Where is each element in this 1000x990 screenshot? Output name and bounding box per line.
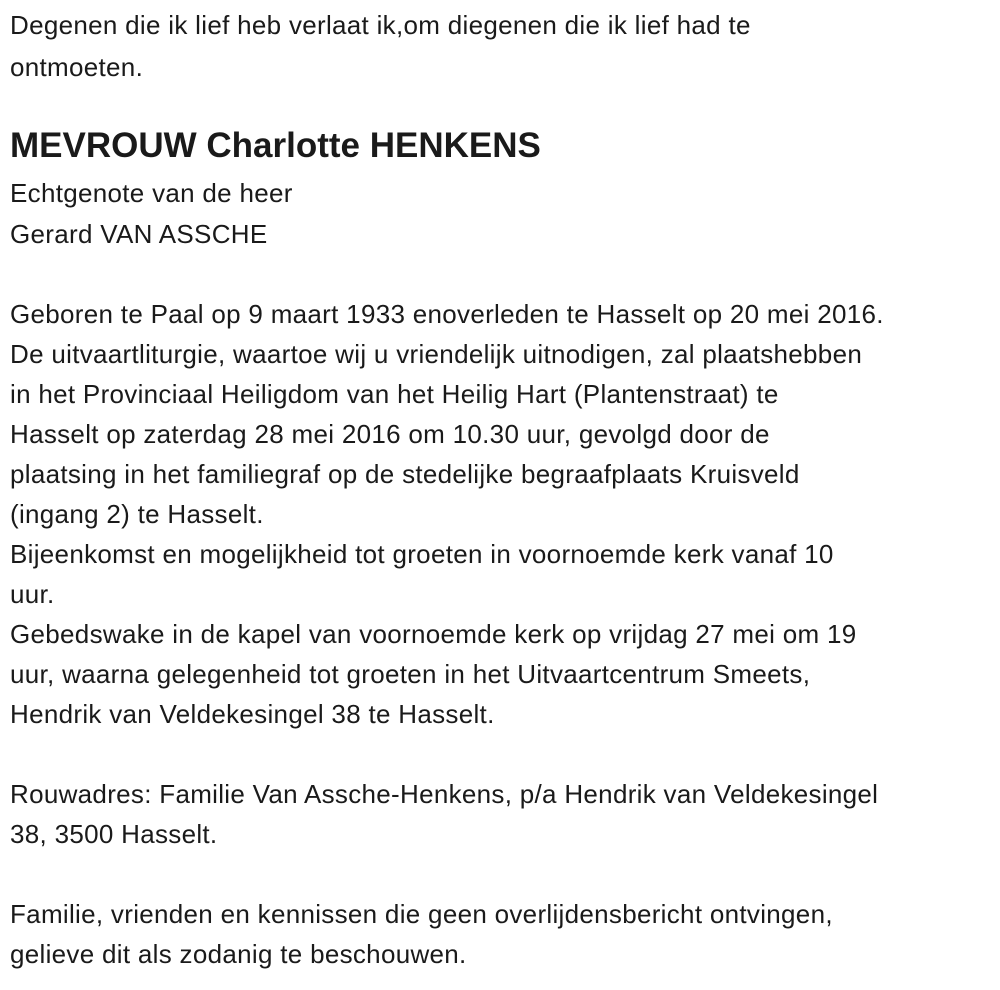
details-line: uur. — [10, 579, 55, 609]
motto-line: ontmoeten. — [10, 52, 144, 82]
details-line: in het Provinciaal Heiligdom van het Heilig Hart (Plantenstraat) te — [10, 379, 779, 409]
details-line: plaatsing in het familiegraf op de stedelijke begraafplaats Kruisveld — [10, 459, 800, 489]
closing-line: gelieve dit als zodanig te beschouwen. — [10, 939, 467, 969]
address-line: Rouwadres: Familie Van Assche-Henkens, p/a Hendrik van Veldekesingel — [10, 779, 879, 809]
details-line: Bijeenkomst en mogelijkheid tot groeten in voornoemde kerk vanaf 10 — [10, 539, 834, 569]
details-line: Hasselt op zaterdag 28 mei 2016 om 10.30 uur, gevolgd door de — [10, 419, 770, 449]
motto-line: Degenen die ik lief heb verlaat ik,om diegenen die ik lief had te — [10, 10, 751, 40]
details-line: Gebedswake in de kapel van voornoemde kerk op vrijdag 27 mei om 19 — [10, 619, 857, 649]
details-line: Hendrik van Veldekesingel 38 te Hasselt. — [10, 699, 495, 729]
deceased-name-title: MEVROUW Charlotte HENKENS — [10, 126, 541, 165]
closing-line: Familie, vrienden en kennissen die geen overlijdensbericht ontvingen, — [10, 899, 833, 929]
details-line: Geboren te Paal op 9 maart 1933 enoverleden te Hasselt op 20 mei 2016. — [10, 299, 884, 329]
spouse-line: Gerard VAN ASSCHE — [10, 219, 268, 249]
spouse-line: Echtgenote van de heer — [10, 178, 293, 208]
address-line: 38, 3500 Hasselt. — [10, 819, 218, 849]
details-line: uur, waarna gelegenheid tot groeten in het Uitvaartcentrum Smeets, — [10, 659, 811, 689]
details-line: (ingang 2) te Hasselt. — [10, 499, 264, 529]
details-line: De uitvaartliturgie, waartoe wij u vriendelijk uitnodigen, zal plaatshebben — [10, 339, 863, 369]
